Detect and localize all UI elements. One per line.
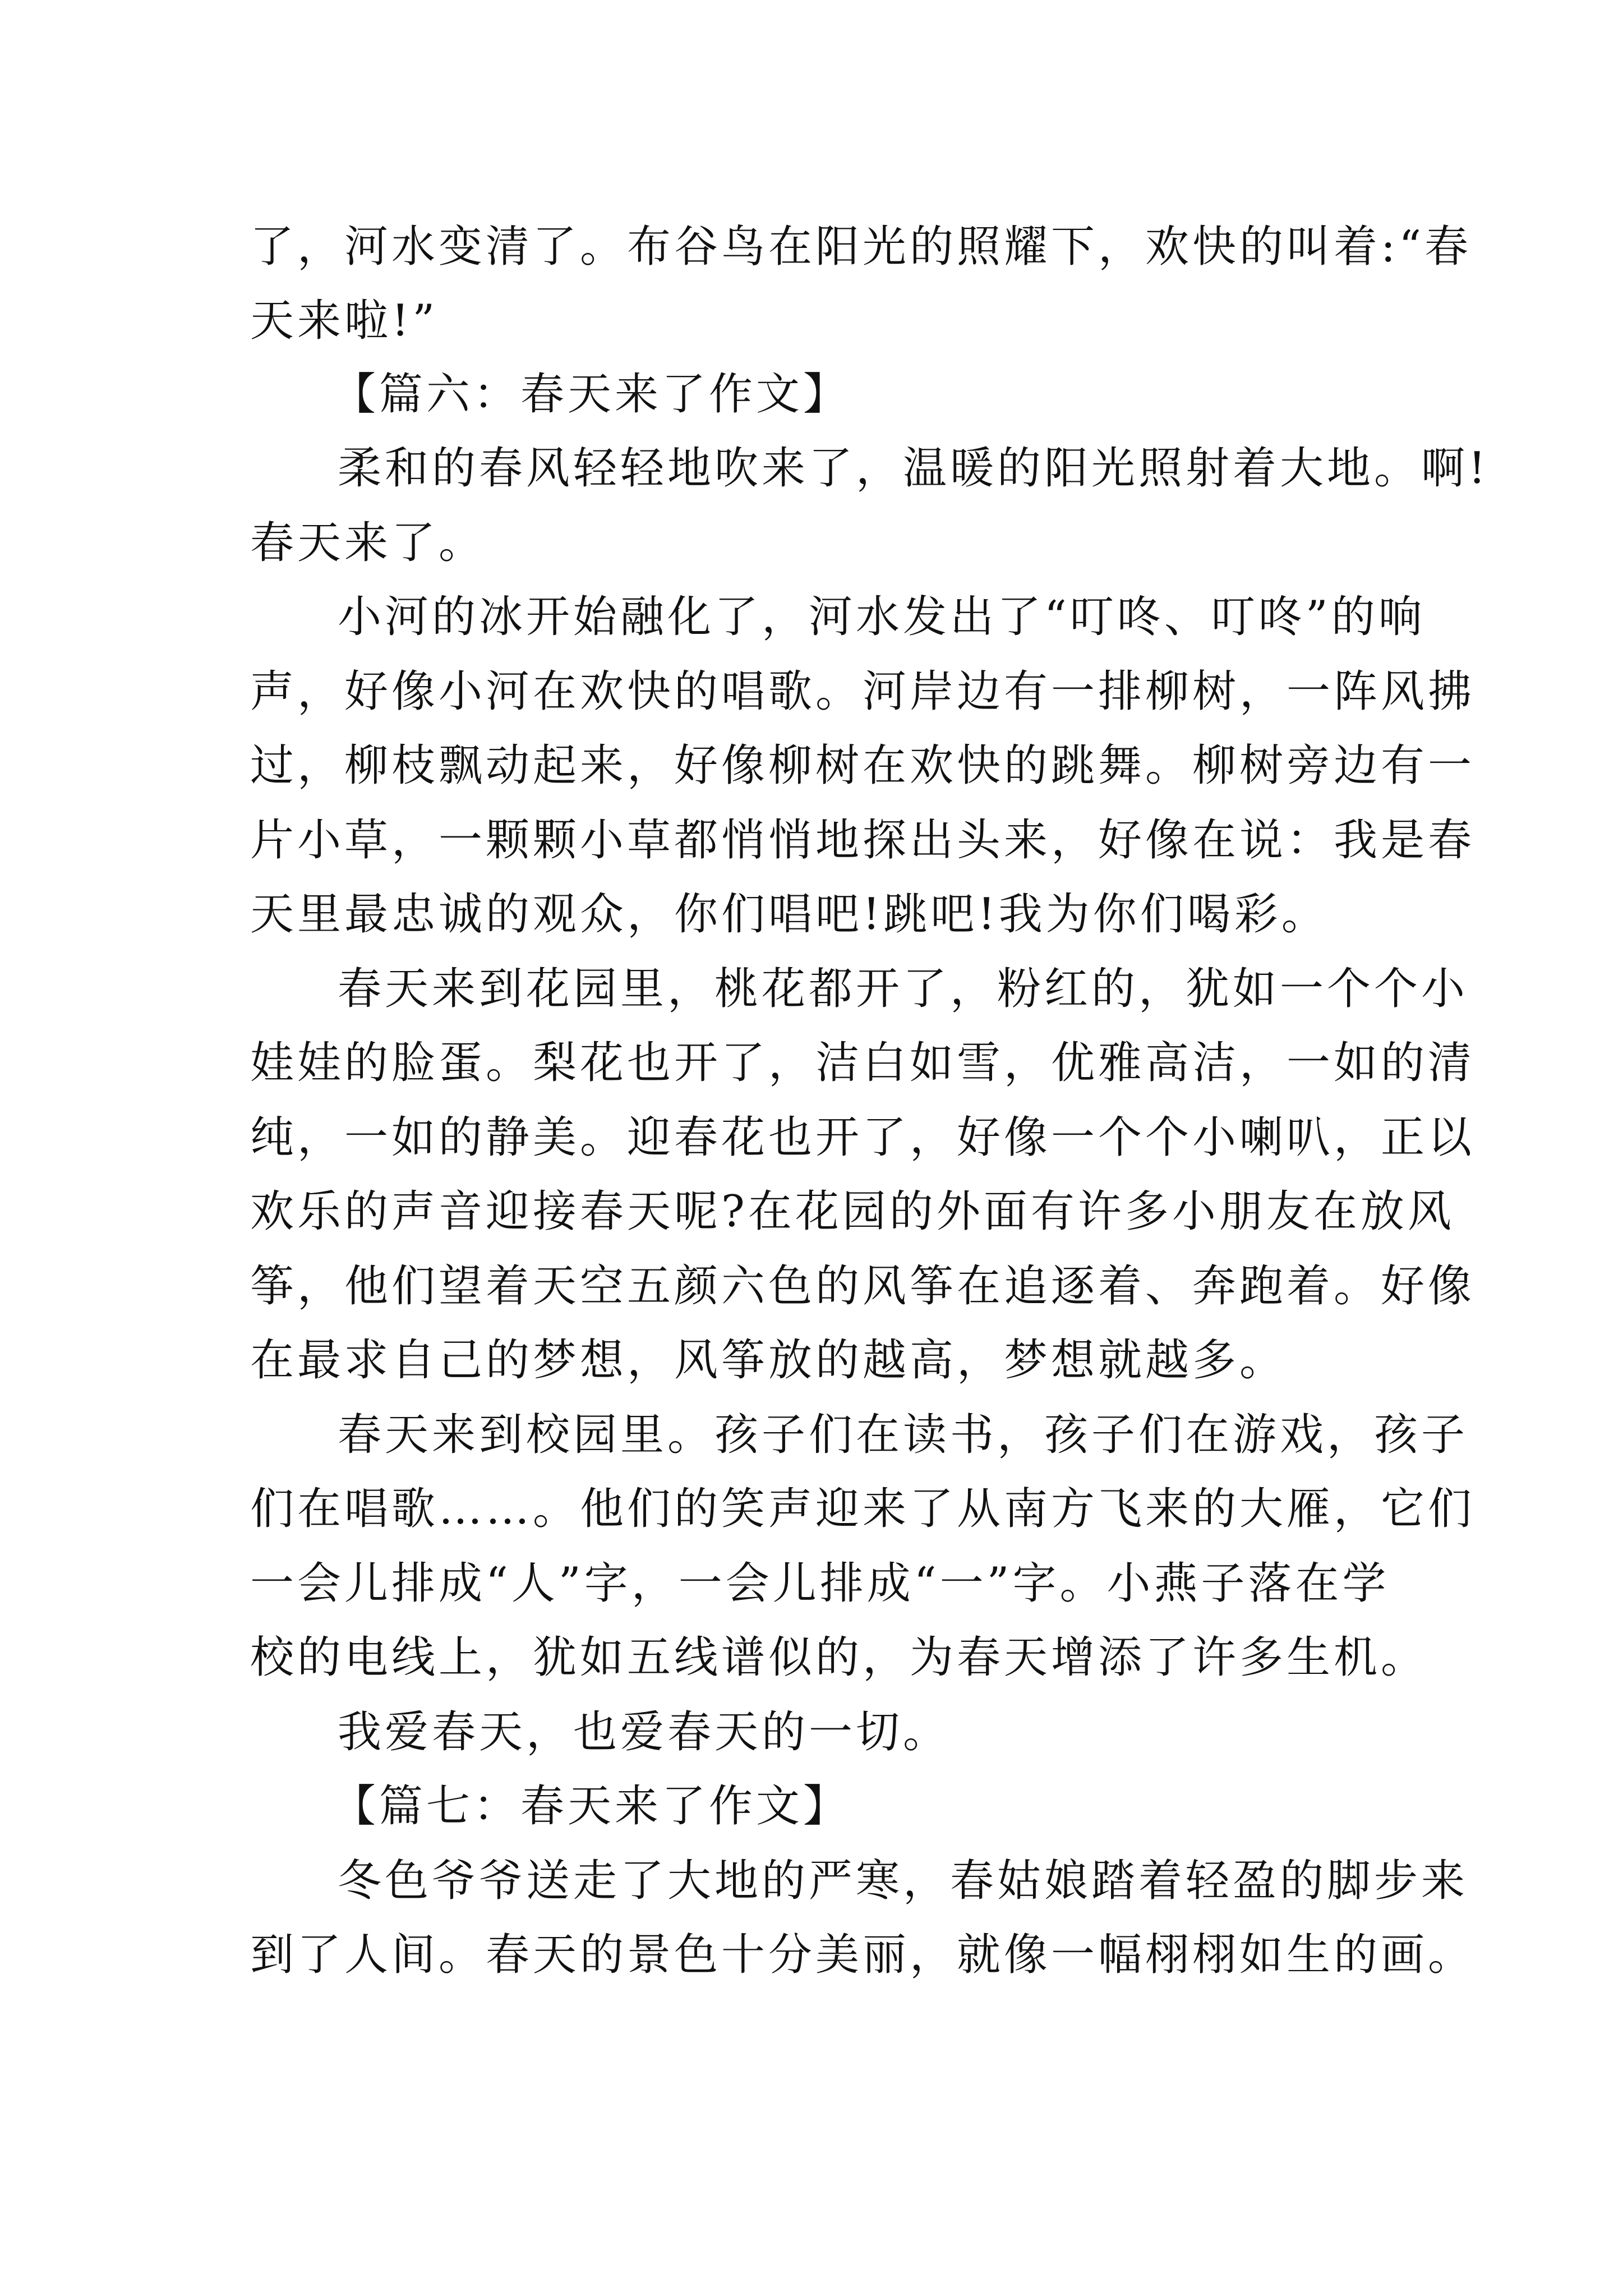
text-line: 小河的冰开始融化了，河水发出了“叮咚、叮咚”的响 <box>338 592 1426 642</box>
text-line: 纯，一如的静美。迎春花也开了，好像一个个小喇叭，正以 <box>250 1112 1476 1163</box>
text-line: 春天来到校园里。孩子们在读书，孩子们在游戏，孩子 <box>338 1410 1469 1460</box>
text-line: 筝，他们望着天空五颜六色的风筝在追逐着、奔跑着。好像 <box>250 1261 1476 1312</box>
section-heading-7: 【篇七：春天来了作文】 <box>332 1781 851 1832</box>
text-line: 们在唱歌……。他们的笑声迎来了从南方飞来的大雁，它们 <box>250 1484 1476 1534</box>
text-line: 到了人间。春天的景色十分美丽，就像一幅栩栩如生的画。 <box>250 1930 1476 1980</box>
text-line: 冬色爷爷送走了大地的严寒，春姑娘踏着轻盈的脚步来 <box>338 1856 1469 1906</box>
text-line: 天里最忠诚的观众，你们唱吧!跳吧!我为你们喝彩。 <box>250 889 1329 940</box>
text-line: 春天来了。 <box>250 518 486 568</box>
text-line: 一会儿排成“人”字，一会儿排成“一”字。小燕子落在学 <box>250 1558 1390 1609</box>
text-line: 天来啦!” <box>250 296 439 346</box>
section-heading-6: 【篇六：春天来了作文】 <box>332 369 851 420</box>
text-line: 娃娃的脸蛋。梨花也开了，洁白如雪，优雅高洁，一如的清 <box>250 1038 1476 1088</box>
text-line: 校的电线上，犹如五线谱似的，为春天增添了许多生机。 <box>250 1632 1428 1683</box>
text-line: 在最求自己的梦想，风筝放的越高，梦想就越多。 <box>250 1335 1287 1386</box>
text-line: 春天来到花园里，桃花都开了，粉红的，犹如一个个小 <box>338 964 1469 1014</box>
text-line: 过，柳枝飘动起来，好像柳树在欢快的跳舞。柳树旁边有一 <box>250 740 1476 791</box>
text-line: 我爱春天，也爱春天的一切。 <box>338 1707 951 1757</box>
text-line: 声，好像小河在欢快的唱歌。河岸边有一排柳树，一阵风拂 <box>250 666 1476 717</box>
text-line: 柔和的春风轻轻地吹来了，温暖的阳光照射着大地。啊! <box>338 443 1490 494</box>
text-line: 片小草，一颗颗小草都悄悄地探出头来，好像在说：我是春 <box>250 815 1476 866</box>
text-line: 了，河水变清了。布谷鸟在阳光的照耀下，欢快的叫着:“春 <box>250 222 1472 272</box>
text-line: 欢乐的声音迎接春天呢?在花园的外面有许多小朋友在放风 <box>250 1186 1455 1237</box>
